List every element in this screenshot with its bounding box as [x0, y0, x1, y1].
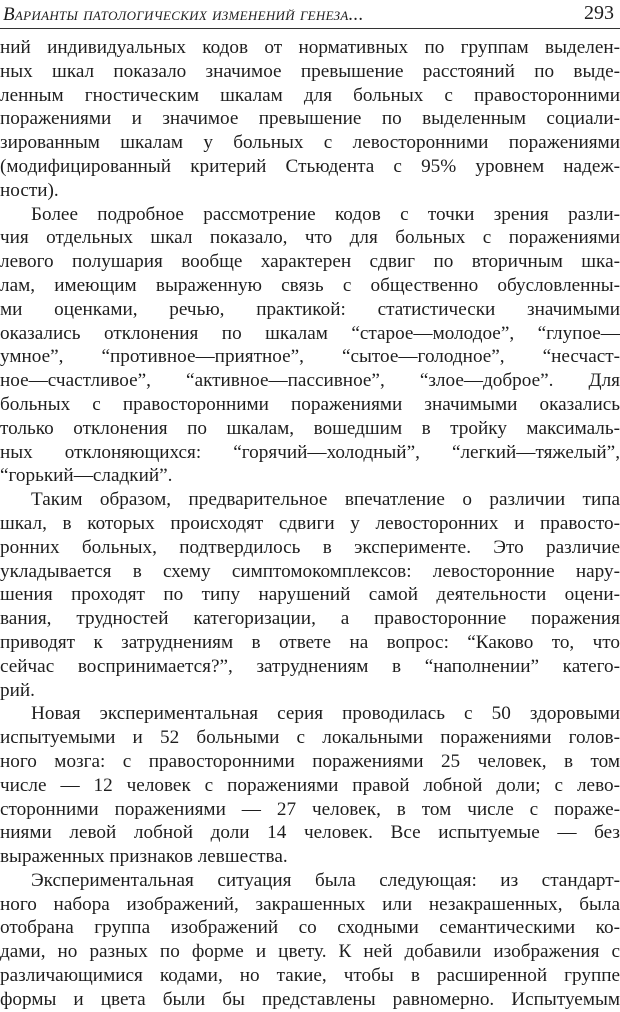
text-line: ное—счастливое”, “активное—пассивное”, “злое—доброе”. Для [0, 370, 620, 392]
text-line: левого полушария вообще характерен сдвиг по вторичным шка- [0, 251, 620, 273]
paragraph [0, 203, 620, 489]
text-line: оказались отклонения по шкалам “старое—молодое”, “глупое— [0, 322, 620, 344]
text-line: вания, трудностей категоризации, а правосторонние поражения [0, 608, 620, 630]
text-line: “горький—сладкий”. [0, 465, 173, 487]
text-line: Таким образом, предварительное впечатление о различии типа [31, 489, 620, 511]
text-line: сейчас воспринимается?”, затруднениям в “наполнении” катего- [0, 655, 620, 677]
text-line: ности). [0, 179, 59, 201]
text-line: испытуемыми и 52 больными с локальными поражениями голов- [0, 727, 620, 749]
text-line: формы и цвета были бы представлены равномерно. Испытуемым [0, 988, 620, 1010]
text-line: лам, имеющим выраженную связь с общественно обусловленны- [0, 274, 620, 296]
header-rule [0, 28, 620, 29]
text-line: рий. [0, 679, 35, 701]
text-line: ми оценками, речью, практикой: статистически значимыми [0, 298, 620, 320]
paragraph [0, 702, 620, 869]
text-line: умное”, “противное—приятное”, “сытое—голодное”, “несчаст- [0, 346, 620, 368]
text-line: числе — 12 человек с поражениями правой лобной доли; с лево- [0, 774, 620, 796]
running-head: Варианты патологических изменений генеза... [3, 4, 364, 25]
text-line: приводят к затруднениям в ответе на вопрос: “Каково то, что [0, 631, 620, 653]
body-text [0, 36, 620, 1012]
text-line: (модифицированный критерий Стьюдента с 95% уровнем надеж- [0, 155, 620, 177]
text-line: укладывается в схему симптомокомплексов: левосторонние нару- [0, 560, 620, 582]
page-number: 293 [584, 2, 614, 24]
text-line: только отклонения по шкалам, вошедшим в тройку максималь- [0, 417, 620, 439]
text-line: ронних больных, подтвердилось в эксперименте. Это различие [0, 536, 620, 558]
text-line: Экспериментальная ситуация была следующая: из стандарт- [31, 869, 620, 891]
text-line: сторонними поражениями — 27 человек, в том числе с пораже- [0, 798, 620, 820]
page-header [0, 0, 620, 30]
text-line: ного мозга: с правосторонними поражениями 25 человек, в том [0, 750, 620, 772]
text-line: дами, но разных по форме и цвету. К ней добавили изображения с [0, 941, 620, 963]
paragraph [0, 36, 620, 203]
text-line: больных с правосторонними поражениями значимыми оказались [0, 393, 620, 415]
text-line: ного набора изображений, закрашенных или незакрашенных, была [0, 893, 620, 915]
text-line: ных шкал показало значимое превышение расстояний по выде- [0, 60, 620, 82]
text-line: поражениями и значимое превышение по выделенным социали- [0, 108, 620, 130]
text-line: ний индивидуальных кодов от нормативных по группам выделен- [0, 37, 620, 58]
text-line: зированным шкалам у больных с левосторонними поражениями [0, 132, 620, 154]
text-line: выраженных признаков левшества. [0, 846, 288, 868]
text-line: шкал, в которых происходят сдвиги у левосторонних и правосто- [0, 512, 620, 534]
text-line: Новая экспериментальная серия проводилась с 50 здоровыми [31, 703, 620, 725]
text-line: ленным гностическим шкалам для больных с правосторонними [0, 84, 620, 106]
text-line: различающимися кодами, но такие, чтобы в расширенной группе [0, 965, 620, 987]
text-line: Более подробное рассмотрение кодов с точки зрения разли- [31, 203, 620, 225]
text-line: отобрана группа изображений со сходными семантическими ко- [0, 917, 620, 939]
text-line: ниями левой лобной доли 14 человек. Все испытуемые — без [0, 822, 620, 844]
text-line: чия отдельных шкал показало, что для больных с поражениями [0, 227, 620, 249]
paragraph [0, 488, 620, 702]
text-line: ных отклоняющихся: “горячий—холодный”, “легкий—тяжелый”, [0, 441, 620, 463]
paragraph [0, 869, 620, 1012]
text-line: шения проходят по типу нарушений самой деятельности оцени- [0, 584, 620, 606]
